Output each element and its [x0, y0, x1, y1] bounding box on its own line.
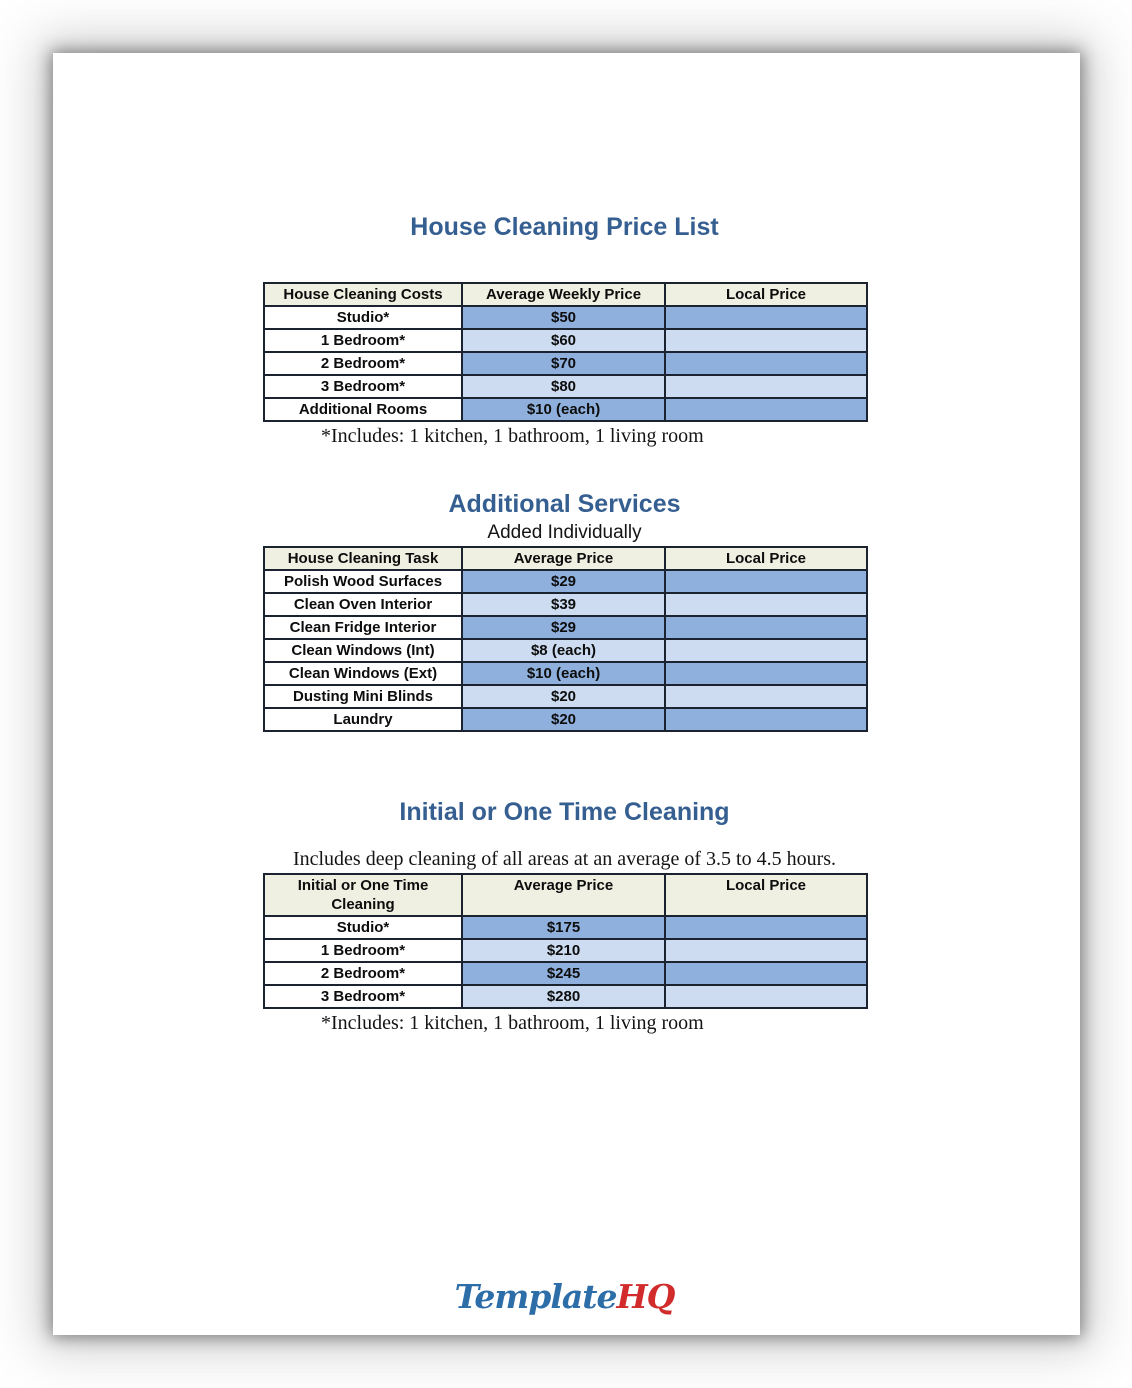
price-cell: $29 — [462, 570, 665, 593]
row-label-cell: Additional Rooms — [264, 398, 462, 421]
section-title-house-cleaning-price-list: House Cleaning Price List — [410, 213, 719, 241]
row-label-cell: 2 Bedroom* — [264, 352, 462, 375]
price-cell: $80 — [462, 375, 665, 398]
local-price-cell — [665, 352, 867, 375]
table-header-row — [264, 283, 867, 306]
column-header: Local Price — [665, 283, 867, 306]
logo-text-template: Template — [454, 1277, 617, 1316]
row-label-cell: Clean Windows (Int) — [264, 639, 462, 662]
row-label-cell: 1 Bedroom* — [264, 939, 462, 962]
house-cleaning-costs-table — [263, 282, 868, 422]
initial-cleaning-footnote: *Includes: 1 kitchen, 1 bathroom, 1 living room — [321, 1012, 704, 1034]
local-price-cell — [665, 375, 867, 398]
row-label-cell: Studio* — [264, 916, 462, 939]
local-price-cell — [665, 662, 867, 685]
logo-text-hq: HQ — [616, 1277, 675, 1316]
table-row — [264, 306, 867, 329]
row-label-cell: Laundry — [264, 708, 462, 731]
price-cell: $39 — [462, 593, 665, 616]
local-price-cell — [665, 939, 867, 962]
column-header: Initial or One Time Cleaning — [264, 874, 462, 916]
column-header: Local Price — [665, 547, 867, 570]
local-price-cell — [665, 398, 867, 421]
price-cell: $280 — [462, 985, 665, 1008]
templatehq-logo — [263, 1278, 866, 1316]
local-price-cell — [665, 616, 867, 639]
price-cell: $175 — [462, 916, 665, 939]
price-cell: $50 — [462, 306, 665, 329]
row-label-cell: Clean Oven Interior — [264, 593, 462, 616]
price-cell: $70 — [462, 352, 665, 375]
column-header: House Cleaning Task — [264, 547, 462, 570]
local-price-cell — [665, 329, 867, 352]
additional-services-subtitle: Added Individually — [487, 522, 642, 543]
price-cell: $8 (each) — [462, 639, 665, 662]
row-label-cell: Clean Fridge Interior — [264, 616, 462, 639]
local-price-cell — [665, 962, 867, 985]
table-row — [264, 639, 867, 662]
row-label-cell: Polish Wood Surfaces — [264, 570, 462, 593]
table-header-row — [264, 547, 867, 570]
local-price-cell — [665, 916, 867, 939]
local-price-cell — [665, 306, 867, 329]
column-header: House Cleaning Costs — [264, 283, 462, 306]
table-row — [264, 616, 867, 639]
price-cell: $60 — [462, 329, 665, 352]
table-row — [264, 962, 867, 985]
section-title-initial-cleaning: Initial or One Time Cleaning — [399, 798, 730, 826]
row-label-cell: 3 Bedroom* — [264, 985, 462, 1008]
local-price-cell — [665, 708, 867, 731]
price-cell: $245 — [462, 962, 665, 985]
table-row — [264, 685, 867, 708]
local-price-cell — [665, 985, 867, 1008]
column-header: Average Weekly Price — [462, 283, 665, 306]
table-row — [264, 329, 867, 352]
table-row — [264, 662, 867, 685]
column-header: Local Price — [665, 874, 867, 916]
price-cell: $10 (each) — [462, 398, 665, 421]
document-page — [53, 53, 1080, 1335]
additional-services-table — [263, 546, 868, 732]
table-row — [264, 593, 867, 616]
price-cell: $20 — [462, 685, 665, 708]
local-price-cell — [665, 593, 867, 616]
row-label-cell: Clean Windows (Ext) — [264, 662, 462, 685]
local-price-cell — [665, 685, 867, 708]
table-row — [264, 916, 867, 939]
section-title-additional-services: Additional Services — [448, 490, 681, 518]
price-cell: $29 — [462, 616, 665, 639]
price-cell: $210 — [462, 939, 665, 962]
table-row — [264, 352, 867, 375]
row-label-cell: Dusting Mini Blinds — [264, 685, 462, 708]
table-row — [264, 985, 867, 1008]
row-label-cell: 2 Bedroom* — [264, 962, 462, 985]
table-row — [264, 375, 867, 398]
table-row — [264, 939, 867, 962]
table-row — [264, 570, 867, 593]
house-cleaning-footnote: *Includes: 1 kitchen, 1 bathroom, 1 living room — [321, 425, 704, 447]
column-header: Average Price — [462, 547, 665, 570]
price-cell: $10 (each) — [462, 662, 665, 685]
initial-cleaning-table — [263, 873, 868, 1009]
column-header: Average Price — [462, 874, 665, 916]
row-label-cell: 3 Bedroom* — [264, 375, 462, 398]
local-price-cell — [665, 639, 867, 662]
table-row — [264, 708, 867, 731]
price-cell: $20 — [462, 708, 665, 731]
table-header-row — [264, 874, 867, 916]
initial-cleaning-intro: Includes deep cleaning of all areas at an average of 3.5 to 4.5 hours. — [292, 848, 837, 870]
local-price-cell — [665, 570, 867, 593]
row-label-cell: Studio* — [264, 306, 462, 329]
document-content — [263, 53, 866, 1316]
table-row — [264, 398, 867, 421]
row-label-cell: 1 Bedroom* — [264, 329, 462, 352]
